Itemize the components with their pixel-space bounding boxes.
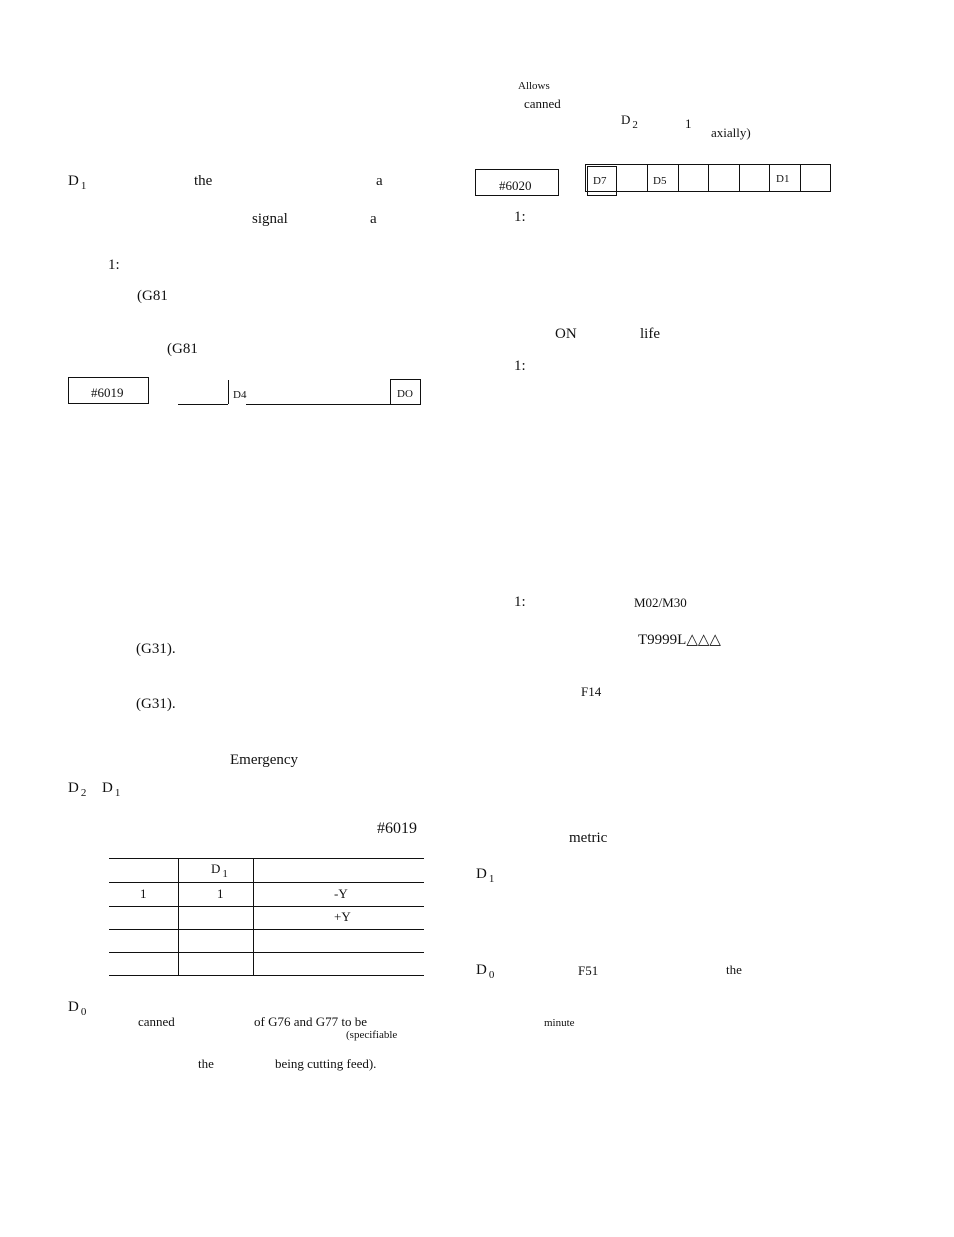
table-cell: -Y bbox=[334, 886, 348, 901]
text-cutting-feed: being cutting feed). bbox=[275, 1056, 377, 1071]
register-6019-d4: D4 bbox=[233, 389, 247, 401]
text-minute: minute bbox=[544, 1017, 575, 1029]
d1-label: D $_1$ bbox=[68, 173, 87, 192]
text-canned-r: canned bbox=[524, 96, 561, 111]
bit-divider bbox=[647, 164, 648, 192]
register-6020-d1: D1 bbox=[776, 173, 790, 185]
text-signal: signal bbox=[252, 211, 288, 227]
text-allows: Allows bbox=[518, 80, 550, 92]
table-col-divider-2 bbox=[253, 858, 254, 975]
d0-label-r: D $_0$ bbox=[476, 962, 495, 981]
register-6020-label: #6020 bbox=[499, 178, 532, 193]
d1-label-r: D $_1$ bbox=[476, 866, 495, 885]
text-the-r: the bbox=[726, 962, 742, 977]
text-the-2: the bbox=[198, 1056, 214, 1071]
text-metric: metric bbox=[569, 830, 608, 846]
text-on: ON bbox=[555, 326, 577, 342]
text-one: 1 bbox=[685, 116, 692, 131]
table-cell: 1 bbox=[217, 886, 224, 901]
text-a: a bbox=[376, 173, 383, 189]
register-6019-d0-box bbox=[390, 379, 421, 405]
param-6019-ref: #6019 bbox=[377, 820, 417, 837]
bit-divider bbox=[678, 164, 679, 192]
note-one-colon-r3: 1: bbox=[514, 594, 526, 610]
text-f14: F14 bbox=[581, 684, 602, 699]
register-6019-underline-b bbox=[246, 404, 390, 405]
d2-label-r: D $_2$ bbox=[621, 112, 638, 131]
text-life: life bbox=[640, 326, 660, 342]
register-6019-box bbox=[68, 377, 149, 404]
text-m02-m30: M02/M30 bbox=[634, 595, 687, 610]
d1-label-2: D $_1$ bbox=[102, 780, 121, 799]
bit-divider bbox=[739, 164, 740, 192]
text-emergency: Emergency bbox=[230, 752, 299, 768]
text-canned: canned bbox=[138, 1014, 175, 1029]
register-6020-box bbox=[475, 169, 559, 196]
table-cell: +Y bbox=[334, 909, 351, 924]
table-row2-rule bbox=[109, 929, 424, 930]
text-specifiable: (specifiable bbox=[346, 1029, 398, 1041]
table-col-divider-1 bbox=[178, 858, 179, 975]
table-top-rule bbox=[109, 858, 424, 859]
table-row1-rule bbox=[109, 906, 424, 907]
note-one-colon: 1: bbox=[108, 257, 120, 273]
note-one-colon-r1: 1: bbox=[514, 209, 526, 225]
note-one-colon-r2: 1: bbox=[514, 358, 526, 374]
register-6019-divider bbox=[228, 380, 229, 404]
text-f51: F51 bbox=[578, 963, 599, 978]
register-6020-d7: D7 bbox=[593, 175, 607, 187]
text-a-2: a bbox=[370, 211, 377, 227]
d0-label: D $_0$ bbox=[68, 999, 87, 1018]
table-header-rule bbox=[109, 882, 424, 883]
text-g81-b: (G81 bbox=[167, 341, 198, 357]
text-g76-g77: of G76 and G77 to be bbox=[254, 1014, 368, 1029]
register-6019-d0: DO bbox=[397, 388, 413, 400]
table-cell: 1 bbox=[140, 886, 147, 901]
register-6019-underline-a bbox=[178, 404, 228, 405]
register-6020-d5: D5 bbox=[653, 175, 667, 187]
bit-divider bbox=[708, 164, 709, 192]
bit-divider bbox=[800, 164, 801, 192]
d2-label: D $_2$ bbox=[68, 780, 87, 799]
text-g31-b: (G31). bbox=[136, 696, 176, 712]
text-the: the bbox=[194, 173, 213, 189]
table-header-d1: D $_1$ bbox=[211, 861, 228, 880]
table-bottom-rule bbox=[109, 975, 424, 976]
text-t9999: T9999L△△△ bbox=[638, 632, 721, 648]
register-6019-label: #6019 bbox=[91, 385, 124, 400]
bit-divider bbox=[769, 164, 770, 192]
text-g81-a: (G81 bbox=[137, 288, 168, 304]
text-axially: axially) bbox=[711, 125, 751, 140]
text-g31-a: (G31). bbox=[136, 641, 176, 657]
table-row3-rule bbox=[109, 952, 424, 953]
